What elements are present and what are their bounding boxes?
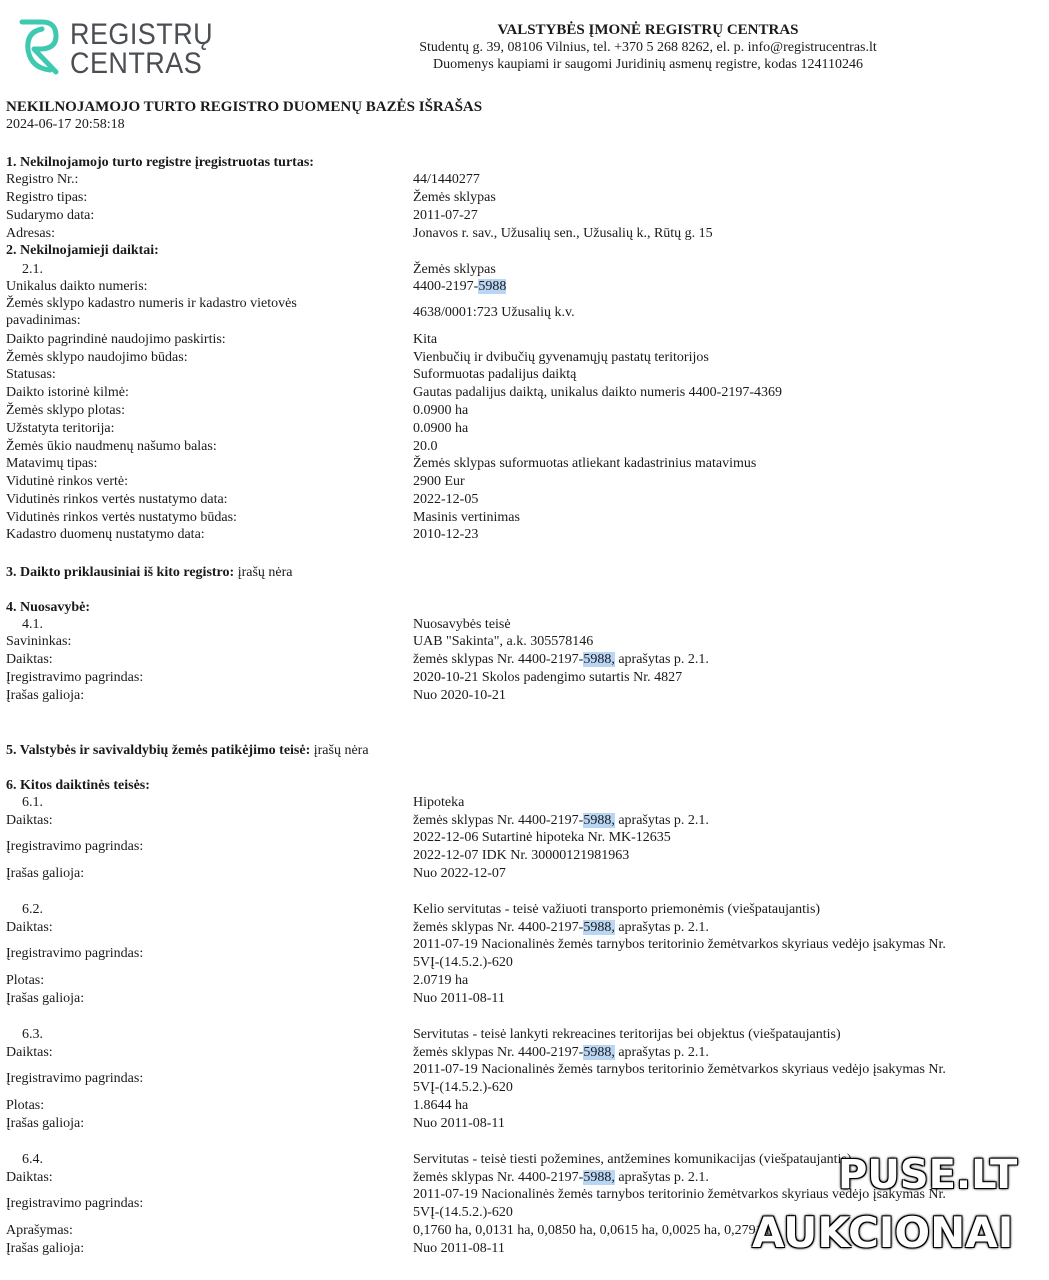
row-label: Daikto pagrindinė naudojimo paskirtis: (6, 332, 226, 347)
section3-value: įrašų nėra (237, 565, 293, 580)
cadastre-label-line1: Žemės sklypo kadastro numeris ir kadastro vietovės (6, 296, 297, 311)
unique-number-label: Unikalus daikto numeris: (6, 279, 148, 294)
object-value (413, 920, 709, 936)
section6-heading: 6. Kitos daiktinės teisės: (6, 778, 150, 793)
section1-heading: 1. Nekilnojamojo turto registre įregistruotas turtas: (6, 155, 314, 170)
object-ref-suffix: aprašytas p. 2.1. (614, 813, 709, 828)
basis-value-line1: 2022-12-06 Sutartinė hipoteka Nr. MK-12635 (413, 830, 671, 845)
row-label: Vidutinė rinkos vertė: (6, 474, 129, 489)
valid-label: Įrašas galioja: (6, 1241, 85, 1256)
area-label: Plotas: (6, 1098, 45, 1113)
basis-value-line2: 2022-12-07 IDK Nr. 30000121981963 (413, 848, 630, 863)
basis-value-line2: 5VĮ-(14.5.2.)-620 (413, 1080, 513, 1095)
object-ref-suffix: aprašytas p. 2.1. (614, 1045, 709, 1060)
object-ref-suffix: aprašytas p. 2.1. (614, 920, 709, 935)
item-number: 6.1. (22, 795, 43, 810)
logo-text-line2: CENTRAS (70, 47, 203, 80)
valid-value: Nuo 2011-08-11 (413, 1241, 505, 1256)
row-label: Registro Nr.: (6, 172, 79, 187)
object-label: Daiktas: (6, 1045, 53, 1060)
object-value (413, 1170, 709, 1186)
row-value: 2900 Eur (413, 474, 465, 489)
logo-mark-icon (12, 18, 64, 76)
row-label: Matavimų tipas: (6, 456, 98, 471)
org-note: Duomenys kaupiami ir saugomi Juridinių asmenų registre, kodas 124110246 (433, 57, 863, 72)
object-label: Daiktas: (6, 920, 53, 935)
valid-value: Nuo 2020-10-21 (413, 688, 506, 703)
item-number: 2.1. (22, 262, 43, 277)
highlighted-number: 5988, (583, 1170, 615, 1185)
row-label: Kadastro duomenų nustatymo data: (6, 527, 205, 542)
area-value: 2.0719 ha (413, 973, 469, 988)
highlighted-number: 5988, (583, 652, 615, 667)
valid-label: Įrašas galioja: (6, 688, 85, 703)
row-value: 44/1440277 (413, 172, 480, 187)
document-title: NEKILNOJAMOJO TURTO REGISTRO DUOMENŲ BAZĖS IŠRAŠAS (6, 99, 483, 115)
logo-text (70, 20, 213, 78)
row-label: Sudarymo data: (6, 208, 95, 223)
owner-value: UAB "Sakinta", a.k. 305578146 (413, 634, 594, 649)
org-info (378, 22, 918, 73)
valid-value: Nuo 2011-08-11 (413, 991, 505, 1006)
org-name: VALSTYBĖS ĮMONĖ REGISTRŲ CENTRAS (497, 22, 799, 38)
row-value: 0.0900 ha (413, 421, 469, 436)
object-ref-suffix: aprašytas p. 2.1. (614, 652, 709, 667)
object-value (413, 1045, 709, 1061)
cadastre-value: 4638/0001:723 Užusalių k.v. (413, 305, 575, 320)
row-value: Kita (413, 332, 438, 347)
valid-value: Nuo 2022-12-07 (413, 866, 506, 881)
row-label: Vidutinės rinkos vertės nustatymo būdas: (6, 510, 237, 525)
row-value: Gautas padalijus daiktą, unikalus daikto numeris 4400-2197-4369 (413, 385, 782, 400)
row-value: 0.0900 ha (413, 403, 469, 418)
unique-number-value (413, 279, 506, 295)
row-value: Masinis vertinimas (413, 510, 520, 525)
cadastre-label-line2: pavadinimas: (6, 313, 81, 328)
row-value: 2010-12-23 (413, 527, 479, 542)
row-value: 2011-07-27 (413, 208, 478, 223)
item-title: Kelio servitutas - teisė važiuoti transporto priemonėmis (viešpataujantis) (413, 902, 821, 917)
section4-heading: 4. Nuosavybė: (6, 600, 91, 615)
highlighted-number: 5988, (583, 813, 615, 828)
object-value (413, 813, 709, 829)
row-value: Vienbučių ir dvibučių gyvenamųjų pastatų teritorijos (413, 350, 709, 365)
valid-label: Įrašas galioja: (6, 866, 85, 881)
valid-label: Įrašas galioja: (6, 1116, 85, 1131)
item-title: Hipoteka (413, 795, 465, 810)
row-value: Žemės sklypas (413, 190, 496, 205)
section2-heading: 2. Nekilnojamieji daiktai: (6, 243, 159, 258)
org-address: Studentų g. 39, 08106 Vilnius, tel. +370 5 268 8262, el. p. info@registrucentras.lt (419, 40, 877, 55)
unique-number-prefix: 4400-2197- (413, 279, 479, 294)
owner-label: Savininkas: (6, 634, 72, 649)
basis-label: Įregistravimo pagrindas: (6, 1071, 144, 1086)
valid-label: Įrašas galioja: (6, 991, 85, 1006)
basis-label: Įregistravimo pagrindas: (6, 670, 144, 685)
row-label: Daikto istorinė kilmė: (6, 385, 129, 400)
area-label: Plotas: (6, 973, 45, 988)
highlighted-number: 5988 (478, 279, 507, 294)
logo-text-line1: REGISTRŲ (70, 18, 214, 51)
watermark-line2: AUKCIONAI (752, 1208, 1014, 1257)
basis-value-line2: 5VĮ-(14.5.2.)-620 (413, 1205, 513, 1220)
section3-title: 3. Daikto priklausiniai iš kito registro: (6, 565, 235, 580)
item-number: 4.1. (22, 617, 43, 632)
object-ref-prefix: žemės sklypas Nr. 4400-2197- (413, 813, 584, 828)
object-label: Daiktas: (6, 652, 53, 667)
registru-centras-logo (12, 18, 214, 80)
basis-value-line1: 2011-07-19 Nacionalinės žemės tarnybos teritorinio žemėtvarkos skyriaus vedėjo įsakymas Nr. (413, 1062, 946, 1077)
basis-value: 2020-10-21 Skolos padengimo sutartis Nr. 4827 (413, 670, 683, 685)
row-label: Žemės ūkio naudmenų našumo balas: (6, 439, 217, 454)
watermark-line1: PUSE.LT (838, 1152, 1018, 1198)
item-title: Servitutas - teisė tiesti požemines, antžemines komunikacijas (viešpataujantis) (413, 1152, 852, 1167)
basis-label: Įregistravimo pagrindas: (6, 839, 144, 854)
row-value: Suformuotas padalijus daiktą (413, 367, 577, 382)
basis-value-line1: 2011-07-19 Nacionalinės žemės tarnybos teritorinio žemėtvarkos skyriaus vedėjo įsakymas Nr. (413, 1187, 946, 1202)
basis-value-line1: 2011-07-19 Nacionalinės žemės tarnybos teritorinio žemėtvarkos skyriaus vedėjo įsakymas Nr. (413, 937, 946, 952)
description-value: 0,1760 ha, 0,0131 ha, 0,0850 ha, 0,0615 ha, 0,0025 ha, 0,2791 ha (413, 1223, 780, 1238)
basis-label: Įregistravimo pagrindas: (6, 946, 144, 961)
highlighted-number: 5988, (583, 1045, 615, 1060)
object-ref-prefix: žemės sklypas Nr. 4400-2197- (413, 652, 584, 667)
item-number: 6.2. (22, 902, 43, 917)
object-label: Daiktas: (6, 813, 53, 828)
area-value: 1.8644 ha (413, 1098, 469, 1113)
document-datetime: 2024-06-17 20:58:18 (6, 117, 125, 132)
basis-value-line2: 5VĮ-(14.5.2.)-620 (413, 955, 513, 970)
section5-value: įrašų nėra (313, 743, 369, 758)
row-label: Žemės sklypo plotas: (6, 403, 125, 418)
row-label: Vidutinės rinkos vertės nustatymo data: (6, 492, 228, 507)
row-value: Žemės sklypas suformuotas atliekant kadastrinius matavimus (413, 456, 757, 471)
row-label: Užstatyta teritorija: (6, 421, 115, 436)
object-ref-prefix: žemės sklypas Nr. 4400-2197- (413, 920, 584, 935)
object-ref-prefix: žemės sklypas Nr. 4400-2197- (413, 1170, 584, 1185)
description-label: Aprašymas: (6, 1223, 73, 1238)
row-value: 20.0 (413, 439, 438, 454)
item-number: 6.3. (22, 1027, 43, 1042)
object-label: Daiktas: (6, 1170, 53, 1185)
item-title: Servitutas - teisė lankyti rekreacines teritorijas bei objektus (viešpataujantis) (413, 1027, 841, 1042)
item-value: Žemės sklypas (413, 262, 496, 277)
item-value: Nuosavybės teisė (413, 617, 511, 632)
section3-heading (6, 565, 293, 581)
object-ref-prefix: žemės sklypas Nr. 4400-2197- (413, 1045, 584, 1060)
section5-title: 5. Valstybės ir savivaldybių žemės patikėjimo teisė: (6, 743, 311, 758)
section5-heading (6, 743, 369, 759)
row-label: Žemės sklypo naudojimo būdas: (6, 350, 188, 365)
row-value: 2022-12-05 (413, 492, 479, 507)
row-label: Registro tipas: (6, 190, 88, 205)
row-label: Adresas: (6, 226, 55, 241)
object-ref-suffix: aprašytas p. 2.1. (614, 1170, 709, 1185)
row-value: Jonavos r. sav., Užusalių sen., Užusalių k., Rūtų g. 15 (413, 226, 713, 241)
highlighted-number: 5988, (583, 920, 615, 935)
basis-label: Įregistravimo pagrindas: (6, 1196, 144, 1211)
object-value (413, 652, 709, 668)
item-number: 6.4. (22, 1152, 43, 1167)
row-label: Statusas: (6, 367, 56, 382)
valid-value: Nuo 2011-08-11 (413, 1116, 505, 1131)
